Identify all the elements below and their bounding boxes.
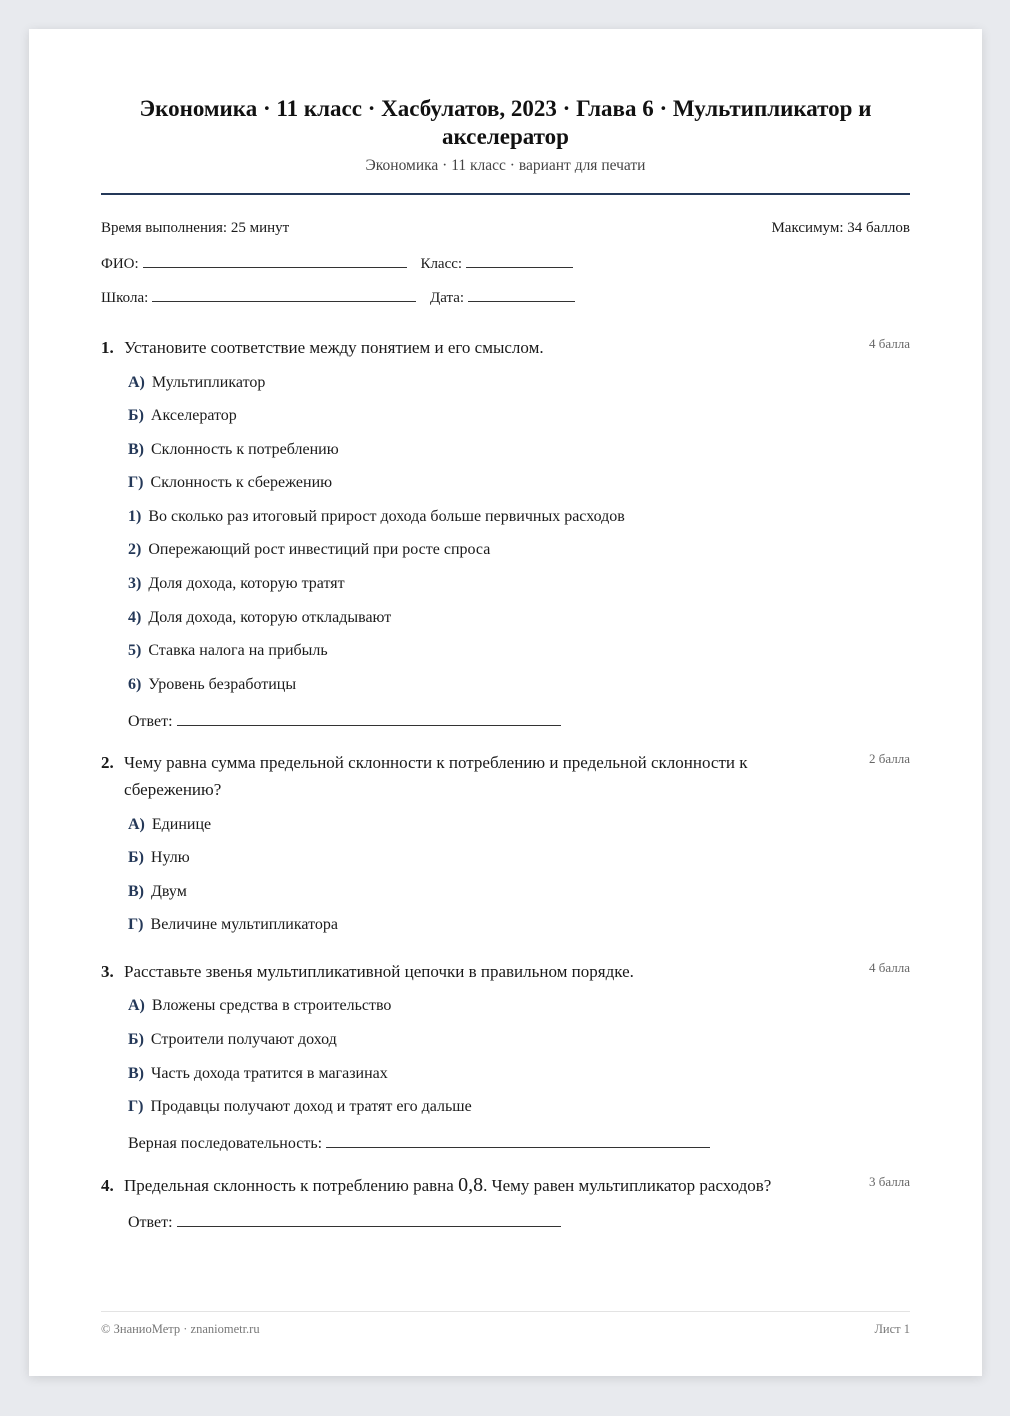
match-item: 6) Уровень безработицы [128,676,297,693]
class-label: Класс: [420,256,463,272]
date-field[interactable] [468,287,575,302]
match-item: А) Мультипликатор [128,374,266,391]
school-label: Школа: [101,290,149,306]
answer-field[interactable] [177,710,561,726]
answer-field[interactable] [326,1132,710,1148]
answer-label: Ответ: [128,1214,173,1231]
question-text: Установите соответствие между понятием и его смыслом. [124,338,544,357]
question-3 [101,958,910,1152]
answer-option[interactable]: А) Единице [128,816,212,833]
worksheet-page [29,29,982,1376]
question-4 [101,1172,910,1231]
question-number: 3. [101,962,114,981]
answer-label: Верная последовательность: [128,1135,323,1152]
sequence-item: В) Часть дохода тратится в магазинах [128,1065,388,1082]
question-1 [101,334,910,730]
match-item: Б) Акселератор [128,407,237,424]
answer-row [128,710,561,731]
answer-row [128,1211,561,1232]
answer-field[interactable] [177,1211,561,1227]
question-number: 1. [101,338,114,357]
question-points: 3 балла [869,1174,910,1189]
question-number: 4. [101,1176,114,1195]
name-field[interactable] [143,253,407,268]
question-text: Расставьте звенья мультипликативной цепочки в правильном порядке. [124,962,634,981]
time-limit: Время выполнения: 25 минут [101,220,290,236]
school-date-row [101,287,575,307]
page-title: Экономика · 11 класс · Хасбулатов, 2023 · Глава 6 · Мультипликатор и акселератор [139,96,872,149]
match-item: 1) Во сколько раз итоговый прирост дохода больше первичных расходов [128,508,625,525]
answer-option[interactable]: Г) Величине мультипликатора [128,916,338,933]
footer-divider [101,1311,910,1312]
question-points: 2 балла [869,751,910,766]
page-footer [101,1322,910,1337]
school-field[interactable] [152,287,416,302]
question-points: 4 балла [869,336,910,351]
match-item: 3) Доля дохода, которую тратят [128,575,345,592]
answer-row [128,1132,710,1153]
answer-option[interactable]: Б) Нулю [128,849,190,866]
sequence-item: Г) Продавцы получают доход и тратят его дальше [128,1098,472,1115]
question-points: 4 балла [869,960,910,975]
date-label: Дата: [430,290,465,306]
footer-copyright: © ЗнаниоМетр · znaniometr.ru [101,1322,260,1336]
name-label: ФИО: [101,256,139,272]
question-number: 2. [101,753,114,772]
sequence-item: А) Вложены средства в строительство [128,997,392,1014]
question-2 [101,749,910,933]
question-value: 0,8 [458,1174,484,1196]
header-divider [101,193,910,195]
question-text-before: Предельная склонность к потреблению равна [124,1176,459,1195]
match-item: 5) Ставка налога на прибыль [128,642,328,659]
match-item: 4) Доля дохода, которую откладывают [128,609,392,626]
match-item: Г) Склонность к сбережению [128,474,333,491]
page-number: Лист 1 [874,1322,910,1336]
name-class-row [101,253,573,273]
exam-meta [101,220,910,237]
sequence-item: Б) Строители получают доход [128,1031,337,1048]
answer-option[interactable]: В) Двум [128,883,187,900]
max-score: Максимум: 34 баллов [771,220,910,236]
page-subtitle: Экономика · 11 класс · вариант для печати [365,157,646,174]
question-text-after: . Чему равен мультипликатор расходов? [483,1176,772,1195]
match-item: В) Склонность к потреблению [128,441,339,458]
answer-label: Ответ: [128,713,173,730]
question-text: Чему равна сумма предельной склонности к потреблению и предельной склонности к сбережению? [124,753,748,799]
class-field[interactable] [466,253,573,268]
match-item: 2) Опережающий рост инвестиций при росте спроса [128,541,491,558]
